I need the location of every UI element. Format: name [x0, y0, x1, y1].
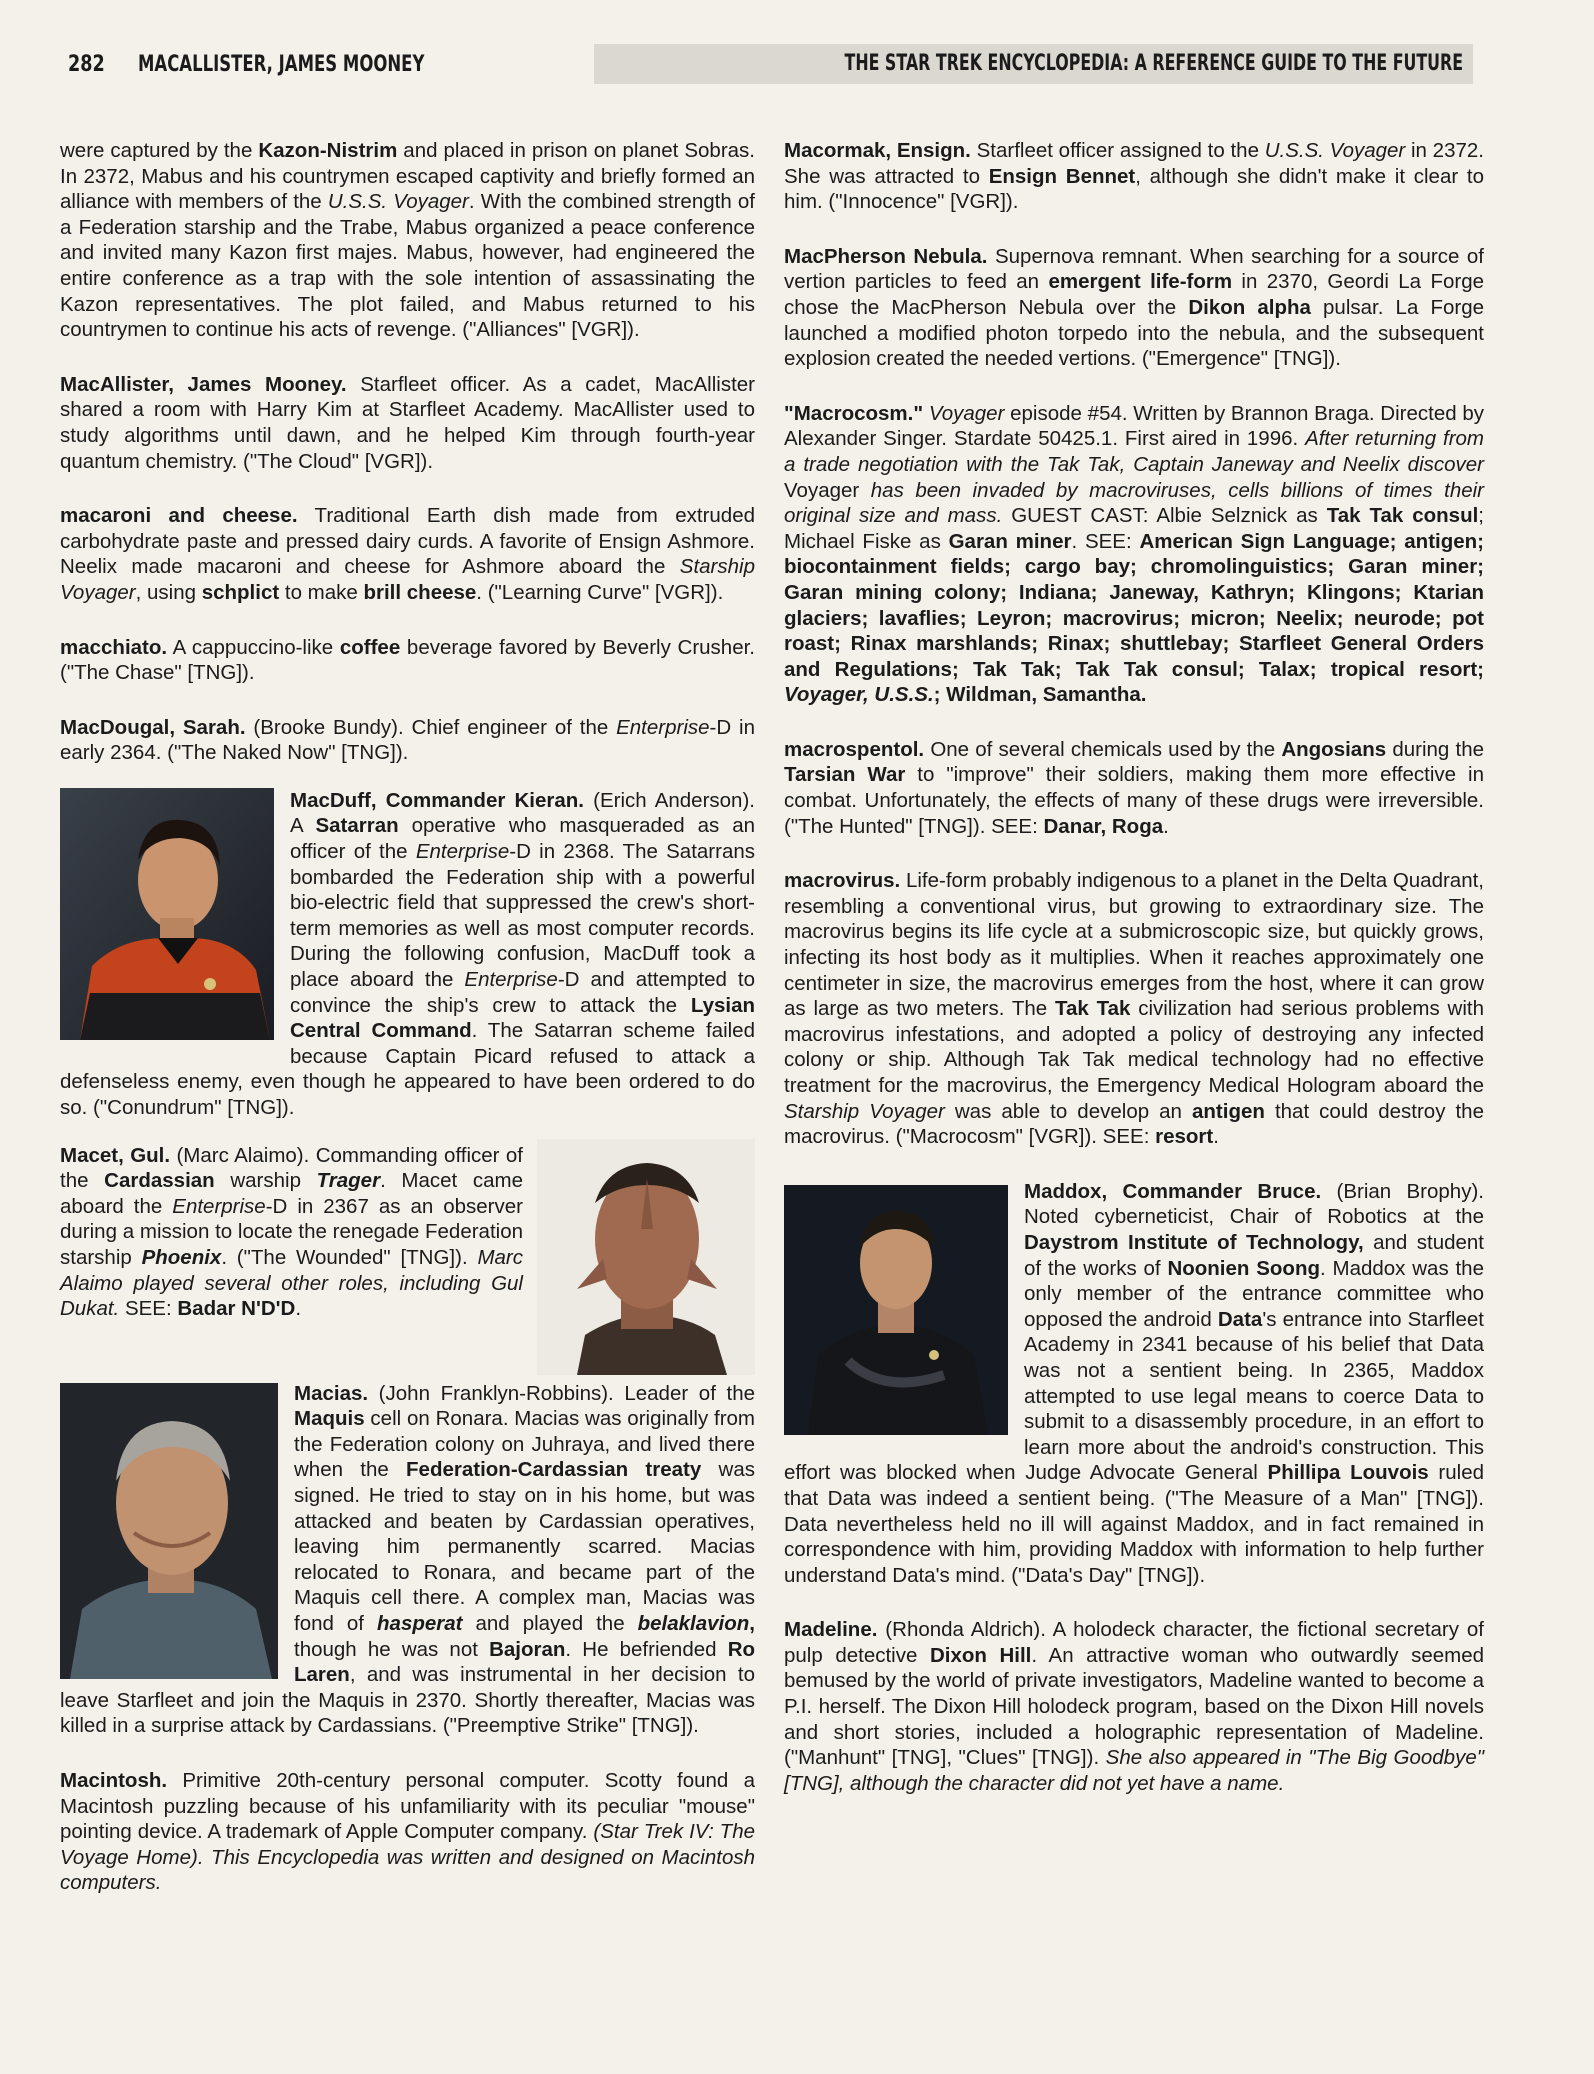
left-column: [60, 138, 755, 1925]
entry-macias: Macias. (John Franklyn-Robbins). Leader of the Maquis cell on Ronara. Macias was originally from the Federation colony on Juhraya, and lived there when the Federation-Cardassian treaty was signed. He tried to stay on in his home, but was attacked and beaten by Cardassian operatives, leaving him permanently scarred. Macias relocated to Ronara, and became part of the Maquis cell there. A complex man, Macias was fond of hasperat and played the belaklavion, though he was not Bajoran. He befriended Ro Laren, and was instrumental in her decision to leave Starfleet and join the Maquis in 2370. Shortly thereafter, Macias was killed in a surprise attack by Cardassians. ("Preemptive Strike" [TNG]).: [60, 1381, 756, 1738]
entry-madeline: Madeline. (Rhonda Aldrich). A holodeck character, the fictional secretary of pulp detective Dixon Hill. An attractive woman who outwardly seemed bemused by the world of private investigators, Madeline wanted to become a P.I. herself. The Dixon Hill holodeck program, based on the Dixon Hill novels and short stories, included a holographic representation of Madeline. ("Manhunt" [TNG], "Clues" [TNG]). She also appeared in "The Big Goodbye" [TNG], although the character did not yet have a name.: [784, 1618, 1485, 1795]
entry-macrospentol: macrospentol. One of several chemicals used by the Angosians during the Tarsian War to "improve" their soldiers, making them more effective in combat. Unfortunately, the effects of many of these drugs were irreversible. ("The Hunted" [TNG]). SEE: Danar, Roga.: [784, 737, 1484, 838]
entry-maddox: Maddox, Commander Bruce. (Brian Brophy). Noted cyberneticist, Chair of Robotics at the Daystrom Institute of Technology, and student of the works of Noonien Soong. Maddox was the only member of the entrance committee who opposed the android Data's entrance into Starfleet Academy in 2341 because of his belief that Data was not a sentient being. In 2365, Maddox attempted to use legal means to coerce Data to submit to a disassembly procedure, in an effort to learn more about the android's construction. This effort was blocked when Judge Advocate General Phillipa Louvois ruled that Data was indeed a sentient being. ("The Measure of a Man" [TNG]). Data nevertheless held no ill will against Maddox, and in fact remained in correspondence with him, providing Maddox with information to help further understand Data's mind. ("Data's Day" [TNG]).: [784, 1179, 1485, 1587]
page-number: 282: [68, 52, 105, 77]
entry-macintosh: Macintosh. Primitive 20th-century personal computer. Scotty found a Macintosh puzzling because of his unfamiliarity with its peculiar "mouse" pointing device. A trademark of Apple Computer company. (Star Trek IV: The Voyage Home). This Encyclopedia was written and designed on Macintosh computers.: [60, 1768, 755, 1895]
entry-macdougal: MacDougal, Sarah. (Brooke Bundy). Chief engineer of the Enterprise-D in early 2364. ("The Naked Now" [TNG]).: [60, 715, 755, 765]
book-title-banner: [594, 44, 1473, 84]
entry-macallister: MacAllister, James Mooney. Starfleet officer. As a cadet, MacAllister shared a room with Harry Kim at Starfleet Academy. MacAllister used to study algorithms until dawn, and he helped Kim through fourth-year quantum chemistry. ("The Cloud" [VGR]).: [60, 372, 755, 473]
entry-macormak: Macormak, Ensign. Starfleet officer assigned to the U.S.S. Voyager in 2372. She was attracted to Ensign Bennet, although she didn't make it clear to him. ("Innocence" [VGR]).: [784, 139, 1485, 214]
entry-macrovirus: macrovirus. Life-form probably indigenous to a planet in the Delta Quadrant, resembling a conventional virus, but growing to extraordinary size. The macrovirus begins its life cycle at a submicroscopic size, but quickly grows, infecting its host body as it multiplies. When it reaches approximately one centimeter in size, the macrovirus emerges from the host, where it can grow as large as two meters. The Tak Tak civilization had serious problems with macrovirus infestations, and adopted a policy of destroying any infected colony or ship. Although Tak Tak medical technology had no effective treatment for the macrovirus, the Emergency Medical Hologram aboard the Starship Voyager was able to develop an antigen that could destroy the macrovirus. ("Macrocosm" [VGR]). SEE: resort.: [784, 869, 1484, 1149]
entry-mabus-continued: were captured by the Kazon-Nistrim and placed in prison on planet Sobras. In 2372, Mabus and his countrymen escaped captivity and briefly formed an alliance with members of the U.S.S. Voyager. With the combined strength of a Federation starship and the Trabe, Mabus organized a peace conference and invited many Kazon first majes. Mabus, however, had engineered the entire conference as a trap with the sole intention of assassinating the Kazon representatives. The plot failed, and Mabus returned to his countrymen to continue his acts of revenge. ("Alliances" [VGR]).: [60, 139, 756, 342]
entry-macchiato: macchiato. A cappuccino-like coffee beverage favored by Beverly Crusher. ("The Chase" [TNG]).: [60, 635, 755, 685]
macet-photo: [537, 1139, 755, 1375]
book-title: THE STAR TREK ENCYCLOPEDIA: A REFERENCE GUIDE TO THE FUTURE: [844, 51, 1463, 76]
running-head: MACALLISTER, JAMES MOONEY: [138, 52, 425, 77]
right-column: [784, 138, 1484, 1825]
maddox-photo: [784, 1185, 1008, 1435]
macduff-photo: [60, 788, 274, 1040]
macias-photo: [60, 1383, 278, 1679]
entry-macaroni-and-cheese: macaroni and cheese. Traditional Earth dish made from extruded carbohydrate paste and pressed dairy curds. A favorite of Ensign Ashmore. Neelix made macaroni and cheese for Ashmore aboard the Starship Voyager, using schplict to make brill cheese. ("Learning Curve" [VGR]).: [60, 504, 755, 604]
entry-macet: Macet, Gul. (Marc Alaimo). Commanding officer of the Cardassian warship Trager. Macet came aboard the Enterprise-D in 2367 as an observer during a mission to locate the renegade Federation starship Phoenix. ("The Wounded" [TNG]). Marc Alaimo played several other roles, including Gul Dukat. SEE: Badar N'D'D.: [60, 1143, 524, 1321]
entry-macpherson-nebula: MacPherson Nebula. Supernova remnant. When searching for a source of vertion particles to feed an emergent life-form in 2370, Geordi La Forge chose the MacPherson Nebula over the Dikon alpha pulsar. La Forge launched a modified photon torpedo into the nebula, and the subsequent explosion created the needed vertions. ("Emergence" [TNG]).: [784, 244, 1485, 371]
entry-macrocosm: "Macrocosm." Voyager episode #54. Written by Brannon Braga. Directed by Alexander Singer. Stardate 50425.1. First aired in 1996. After returning from a trade negotiation with the Tak Tak, Captain Janeway and Neelix discover Voyager has been invaded by macroviruses, cells billions of times their original size and mass. GUEST CAST: Albie Selznick as Tak Tak consul; Michael Fiske as Garan miner. SEE: American Sign Language; antigen; biocontainment fields; cargo bay; chromolinguistics; Garan miner; Garan mining colony; Indiana; Janeway, Kathryn; Klingons; Ktarian glaciers; lavaflies; Leyron; macrovirus; micron; Neelix; neurode; pot roast; Rinax marshlands; Rinax; shuttlebay; Starfleet General Orders and Regulations; Tak Tak; Tak Tak consul; Talax; tropical resort; Voyager, U.S.S.; Wildman, Samantha.: [784, 401, 1485, 707]
page-header: [58, 44, 1473, 84]
entry-macduff: MacDuff, Commander Kieran. (Erich Anderson). A Satarran operative who masqueraded as an officer of the Enterprise-D in 2368. The Satarrans bombarded the Federation ship with a powerful bio-electric field that suppressed the crew's short-term memories as well as most computer records. During the following confusion, MacDuff took a place aboard the Enterprise-D and attempted to convince the ship's crew to attack the Lysian Central Command. The Satarran scheme failed because Captain Picard refused to attack a defenseless enemy, even though he appeared to have been ordered to do so. ("Conundrum" [TNG]).: [60, 788, 756, 1119]
